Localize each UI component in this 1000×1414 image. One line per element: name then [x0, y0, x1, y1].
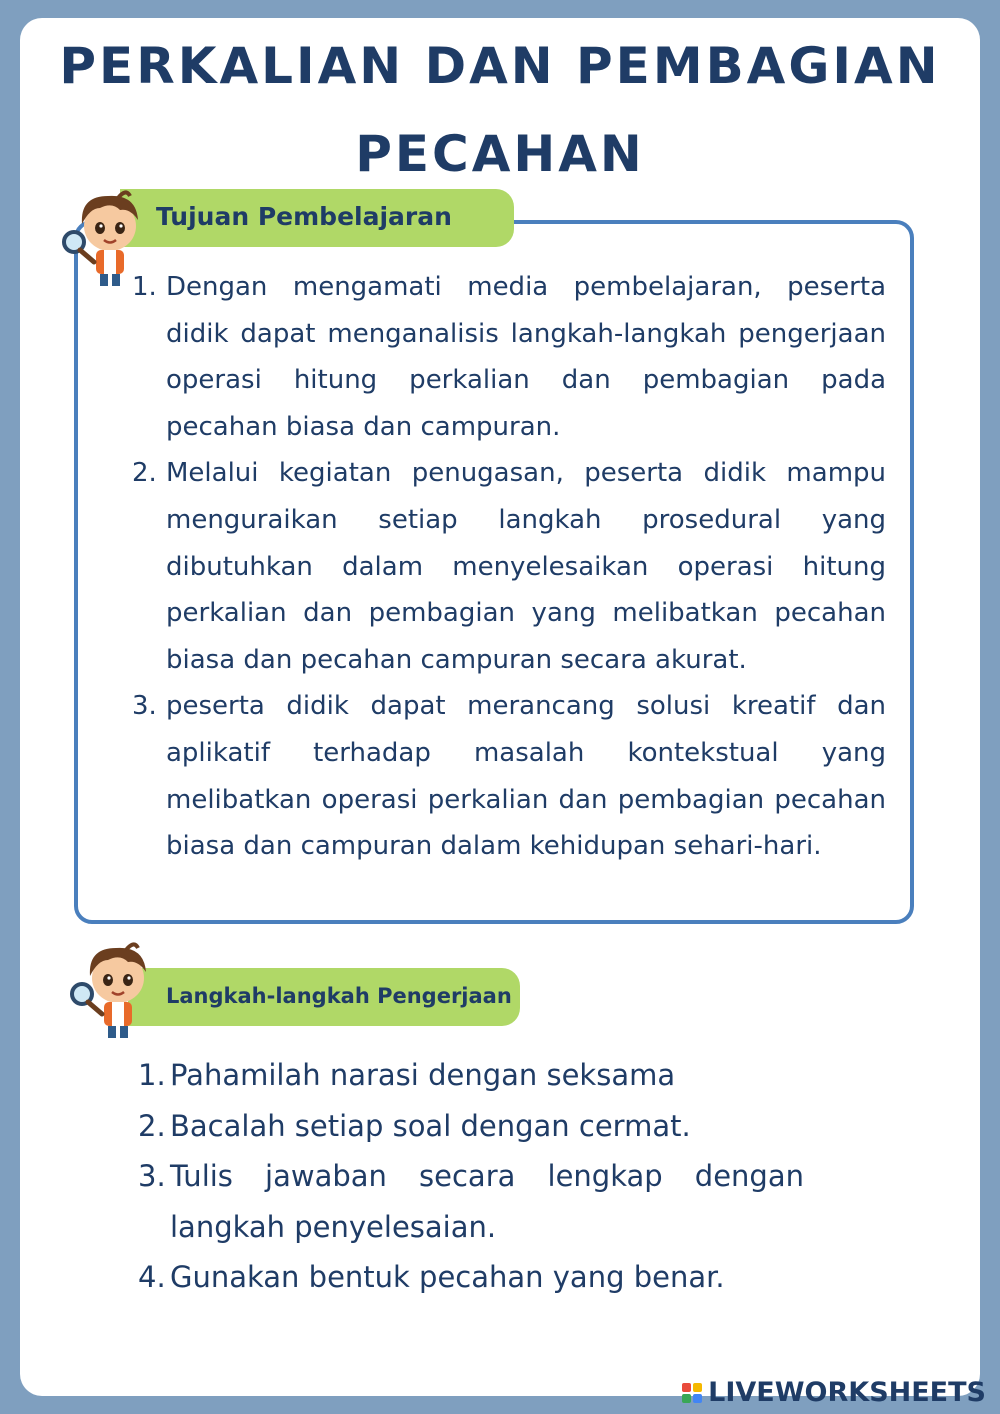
list-item-number: 2.	[138, 1108, 166, 1143]
logo-square	[682, 1383, 691, 1392]
list-item-text: Pahamilah narasi dengan seksama	[170, 1058, 676, 1092]
learning-goals-list	[126, 264, 886, 870]
list-item-text: Gunakan bentuk pecahan yang benar.	[170, 1260, 725, 1294]
list-item	[134, 1252, 804, 1303]
list-item-text: Dengan mengamati media pembelajaran, peserta didik dapat menganalisis langkah-langkah pengerjaan operasi hitung perkalian dan pembagian pada pecahan biasa dan campuran.	[166, 272, 886, 442]
page-title	[0, 22, 1000, 198]
learning-goals-heading: Tujuan Pembelajaran	[120, 189, 514, 247]
list-item-number: 3.	[132, 691, 157, 722]
list-item-text: peserta didik dapat merancang solusi kreatif dan aplikatif terhadap masalah kontekstual yang melibatkan operasi perkalian dan pembagian pecahan biasa dan campuran dalam kehidupan sehari-hari.	[166, 691, 886, 862]
list-item-number: 1.	[132, 272, 157, 302]
list-item	[134, 1101, 804, 1152]
page-title-line-2: PECAHAN	[355, 125, 645, 183]
list-item-text: Melalui kegiatan penugasan, peserta didik mampu menguraikan setiap langkah prosedural yang dibutuhkan dalam menyelesaikan operasi hitung perkalian dan pembagian yang melibatkan pecahan biasa dan pecahan campuran secara akurat.	[166, 458, 886, 675]
list-item	[134, 1151, 804, 1252]
list-item	[134, 1050, 804, 1101]
list-item	[126, 683, 886, 869]
boy-with-magnifier-icon	[68, 938, 164, 1042]
list-item-text: Bacalah setiap soal dengan cermat.	[170, 1108, 691, 1143]
liveworksheets-wordmark: LIVEWORKSHEETS	[708, 1377, 986, 1408]
list-item	[126, 264, 886, 450]
logo-square	[693, 1394, 702, 1403]
list-item	[126, 450, 886, 683]
list-item-number: 3.	[138, 1159, 166, 1193]
page-title-line-1: PERKALIAN DAN PEMBAGIAN	[59, 37, 941, 95]
list-item-number: 1.	[138, 1058, 166, 1092]
liveworksheets-brand[interactable]	[682, 1377, 986, 1408]
work-steps-heading: Langkah-langkah Pengerjaan	[128, 968, 520, 1026]
list-item-number: 2.	[132, 458, 157, 489]
work-steps-list	[134, 1050, 804, 1303]
list-item-text: Tulis jawaban secara lengkap dengan langkah penyelesaian.	[170, 1159, 804, 1244]
logo-square	[682, 1394, 691, 1403]
list-item-number: 4.	[138, 1260, 166, 1294]
logo-square	[693, 1383, 702, 1392]
liveworksheets-logo-icon	[682, 1383, 702, 1403]
